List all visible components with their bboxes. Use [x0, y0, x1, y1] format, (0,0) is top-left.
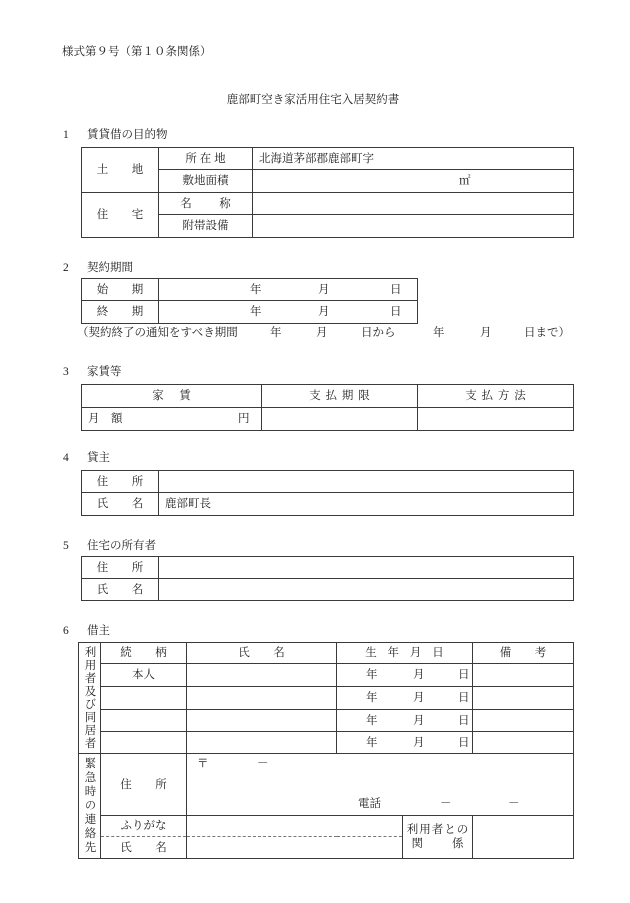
month-unit: 月 [316, 327, 328, 339]
postal-dash: － [257, 758, 269, 770]
lessor-address-value [159, 471, 574, 493]
section6-heading: 借主 [87, 625, 110, 637]
resident-name-cell [187, 710, 337, 732]
resident-row [79, 710, 574, 732]
resident-name-cell [187, 687, 337, 710]
month-unit: 月 [413, 714, 425, 727]
site-area-label: 敷地面積 [159, 170, 253, 193]
relationship-label-line1: 利用者との [406, 824, 470, 836]
phone-dash: － [508, 798, 520, 810]
section5-heading: 住宅の所有者 [87, 540, 156, 552]
sqm-unit: ㎡ [459, 175, 471, 187]
relation-cell [101, 710, 187, 732]
land-label: 土 地 [82, 148, 159, 193]
residents-label-cell [79, 643, 101, 754]
day-unit: 日 [390, 283, 402, 296]
equipment-label: 附帯設備 [159, 215, 253, 238]
month-unit: 月 [480, 327, 492, 339]
resident-name-cell [187, 732, 337, 754]
year-unit: 年 [366, 692, 378, 704]
site-area-value [253, 170, 574, 193]
section1-heading: 賃貸借の目的物 [87, 129, 168, 141]
monthly-amount-cell [82, 408, 262, 431]
year-unit: 年 [250, 306, 262, 318]
remarks-cell [473, 687, 574, 710]
house-label: 住 宅 [82, 193, 159, 238]
year-unit: 年 [250, 283, 262, 296]
section2-number: 2 [63, 262, 69, 274]
remarks-cell [473, 732, 574, 754]
owner-table [81, 556, 574, 601]
tenant-table [78, 642, 574, 859]
section1-number: 1 [63, 129, 69, 141]
relationship-label-line2: 関 係 [411, 838, 466, 850]
house-name-value [253, 193, 574, 215]
postal-mark: 〒 [197, 758, 209, 770]
lessor-name-value: 鹿部町長 [159, 493, 574, 516]
section3-heading: 家賃等 [87, 366, 122, 378]
end-label: 終 期 [82, 301, 159, 324]
location-label: 所 在 地 [159, 148, 253, 170]
phone-label: 電話 [358, 798, 381, 810]
owner-name-label: 氏 名 [82, 579, 159, 601]
emergency-label: 緊急時の連絡先 [83, 757, 96, 855]
relation-cell [101, 732, 187, 754]
resident-row [79, 664, 574, 687]
start-date-cell [159, 279, 418, 301]
equipment-value [253, 215, 574, 238]
location-value: 北海道茅部郡鹿部町字 [253, 148, 574, 170]
relation-cell [101, 687, 187, 710]
year-unit: 年 [366, 714, 378, 727]
house-name-label: 名 称 [159, 193, 253, 215]
notice-to-label: 日まで） [524, 327, 570, 339]
year-unit: 年 [366, 669, 378, 681]
relation-cell: 本人 [101, 664, 187, 687]
payment-deadline-value [262, 408, 418, 431]
lessor-table [81, 470, 574, 516]
end-date-cell [159, 301, 418, 324]
emergency-address-cell [187, 754, 574, 816]
month-unit: 月 [413, 669, 425, 681]
owner-address-label: 住 所 [82, 557, 159, 579]
month-unit: 月 [318, 283, 330, 296]
birthdate-cell [337, 664, 473, 687]
month-unit: 月 [413, 736, 425, 749]
section4-number: 4 [63, 452, 69, 464]
month-unit: 月 [413, 692, 425, 704]
monthly-label: 月 額 [88, 413, 123, 425]
payment-method-header: 支 払 方 法 [418, 385, 574, 408]
section4-heading: 貸主 [87, 452, 110, 464]
emergency-name-label: 氏 名 [101, 837, 187, 859]
relationship-label-cell [403, 816, 473, 859]
lessor-name-label: 氏 名 [82, 493, 159, 516]
residents-label: 利用者及び同居者 [83, 646, 96, 750]
lessor-address-label: 住 所 [82, 471, 159, 493]
resident-row [79, 732, 574, 754]
furigana-value [187, 816, 403, 837]
year-unit: 年 [366, 736, 378, 749]
start-label: 始 期 [82, 279, 159, 301]
birthdate-cell [337, 732, 473, 754]
relation-header: 続 柄 [101, 643, 187, 664]
remarks-cell [473, 664, 574, 687]
document-title: 鹿部町空き家活用住宅入居契約書 [226, 94, 400, 106]
section2-heading: 契約期間 [87, 262, 133, 274]
notice-prefix: （契約終了の通知をすべき期間 [77, 327, 238, 339]
day-unit: 日 [458, 669, 470, 681]
rent-table [81, 384, 574, 431]
notice-from-label: 日から [361, 327, 396, 339]
day-unit: 日 [458, 714, 470, 727]
birthdate-cell [337, 687, 473, 710]
owner-name-value [159, 579, 574, 601]
furigana-label: ふりがな [101, 816, 187, 837]
name-header: 氏 名 [187, 643, 337, 664]
year-unit: 年 [433, 327, 445, 339]
payment-method-value [418, 408, 574, 431]
birthdate-cell [337, 710, 473, 732]
phone-dash: － [440, 798, 452, 810]
remarks-header: 備 考 [473, 643, 574, 664]
day-unit: 日 [458, 736, 470, 749]
rent-header: 家 賃 [82, 385, 262, 408]
relationship-value [473, 816, 574, 859]
remarks-cell [473, 710, 574, 732]
resident-name-cell [187, 664, 337, 687]
owner-address-value [159, 557, 574, 579]
form-number-label: 様式第９号（第１０条関係） [62, 46, 212, 58]
emergency-address-label: 住 所 [101, 754, 187, 816]
emergency-label-cell [79, 754, 101, 859]
payment-deadline-header: 支 払 期 限 [262, 385, 418, 408]
emergency-name-value [187, 837, 403, 859]
birthdate-header: 生 年 月 日 [337, 643, 473, 664]
section5-number: 5 [63, 540, 69, 552]
yen-unit: 円 [238, 413, 250, 425]
resident-row [79, 687, 574, 710]
property-table [81, 147, 574, 238]
day-unit: 日 [458, 692, 470, 704]
section3-number: 3 [63, 366, 69, 378]
contract-term-table [81, 278, 418, 324]
section6-number: 6 [63, 625, 69, 637]
year-unit: 年 [270, 327, 282, 339]
day-unit: 日 [390, 306, 402, 318]
month-unit: 月 [318, 306, 330, 318]
